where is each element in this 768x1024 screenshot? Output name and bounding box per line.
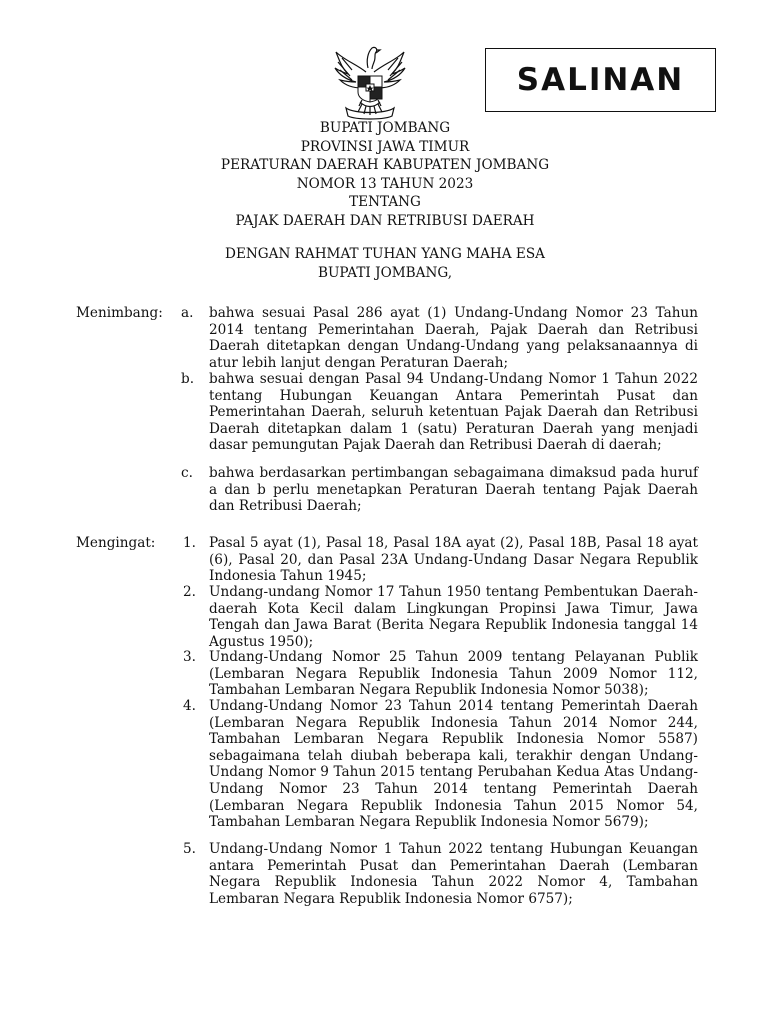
mengingat-item-4: Undang-Undang Nomor 23 Tahun 2014 tentang Pemerintah Daerah (Lembaran Negara Republik Indonesia Tahun 2014 Nomor 244, Tambahan Lembaran Negara Republik Indonesia Nomor 5587) sebagaimana telah diubah beberapa kali, terakhir dengan Undang-Undang Nomor 9 Tahun 2015 tentang Perubahan Kedua Atas Undang-Undang Nomor 23 Tahun 2014 tentang Pemerintah Daerah (Lembaran Negara Republik Indonesia Tahun 2015 Nomor 54, Tambahan Lembaran Negara Republik Indonesia Nomor 5679); [209, 698, 698, 831]
preamble-line-1: DENGAN RAHMAT TUHAN YANG MAHA ESA [225, 246, 545, 262]
mengingat-item-3: Undang-Undang Nomor 25 Tahun 2009 tentang Pelayanan Publik (Lembaran Negara Republik Indonesia Tahun 2009 Nomor 112, Tambahan Lembaran Negara Republik Indonesia Nomor 5038); [209, 649, 698, 699]
preamble-line-2: BUPATI JOMBANG, [317, 264, 453, 281]
menimbang-item-a: bahwa sesuai Pasal 286 ayat (1) Undang-Undang Nomor 23 Tahun 2014 tentang Pemerintahan Daerah, Pajak Daerah dan Retribusi Daerah ditetapkan dengan Undang-Undang yang pelaksanaannya di atur lebih lanjut dengan Peraturan Daerah; [209, 305, 698, 371]
garuda-emblem-icon [332, 38, 408, 122]
mengingat-label: Mengingat: [76, 535, 156, 551]
mengingat-marker-4: 4. [183, 698, 196, 714]
header-regent-title: BUPATI JOMBANG [319, 120, 451, 136]
header-about: TENTANG [349, 194, 421, 211]
menimbang-marker-a: a. [181, 305, 194, 321]
mengingat-marker-5: 5. [183, 841, 196, 857]
menimbang-marker-c: c. [181, 465, 193, 481]
salinan-stamp: SALINAN [485, 48, 716, 112]
header-regulation-number: NOMOR 13 TAHUN 2023 [296, 175, 474, 192]
menimbang-item-b: bahwa sesuai dengan Pasal 94 Undang-Undang Nomor 1 Tahun 2022 tentang Hubungan Keuangan Antara Pemerintah Pusat dan Pemerintahan Daerah, seluruh ketentuan Pajak Daerah dan Retribusi Daerah ditetapkan dalam 1 (satu) Peraturan Daerah yang menjadi dasar pemungutan Pajak Daerah dan Retribusi Daerah di daerah; [209, 371, 698, 454]
menimbang-marker-b: b. [181, 371, 195, 387]
mengingat-marker-3: 3. [183, 649, 196, 665]
header-province: PROVINSI JAWA TIMUR [300, 138, 470, 155]
mengingat-item-1: Pasal 5 ayat (1), Pasal 18, Pasal 18A ayat (2), Pasal 18B, Pasal 18 ayat (6), Pasal 20, dan Pasal 23A Undang-Undang Dasar Negara Republik Indonesia Tahun 1945; [209, 535, 698, 585]
header-subject: PAJAK DAERAH DAN RETRIBUSI DAERAH [235, 213, 535, 229]
mengingat-marker-1: 1. [183, 535, 196, 551]
mengingat-marker-2: 2. [183, 584, 196, 600]
header-regulation-title: PERATURAN DAERAH KABUPATEN JOMBANG [220, 157, 550, 174]
menimbang-item-c: bahwa berdasarkan pertimbangan sebagaimana dimaksud pada huruf a dan b perlu menetapkan Peraturan Daerah tentang Pajak Daerah dan Retribusi Daerah; [209, 465, 698, 515]
mengingat-item-5: Undang-Undang Nomor 1 Tahun 2022 tentang Hubungan Keuangan antara Pemerintah Pusat dan Pemerintahan Daerah (Lembaran Negara Republik Indonesia Tahun 2022 Nomor 4, Tambahan Lembaran Negara Republik Indonesia Nomor 6757); [209, 841, 698, 907]
mengingat-item-2: Undang-undang Nomor 17 Tahun 1950 tentang Pembentukan Daerah-daerah Kota Kecil dalam Lingkungan Propinsi Jawa Timur, Jawa Tengah dan Jawa Barat (Berita Negara Republik Indonesia tanggal 14 Agustus 1950); [209, 584, 698, 650]
menimbang-label: Menimbang: [76, 305, 163, 321]
